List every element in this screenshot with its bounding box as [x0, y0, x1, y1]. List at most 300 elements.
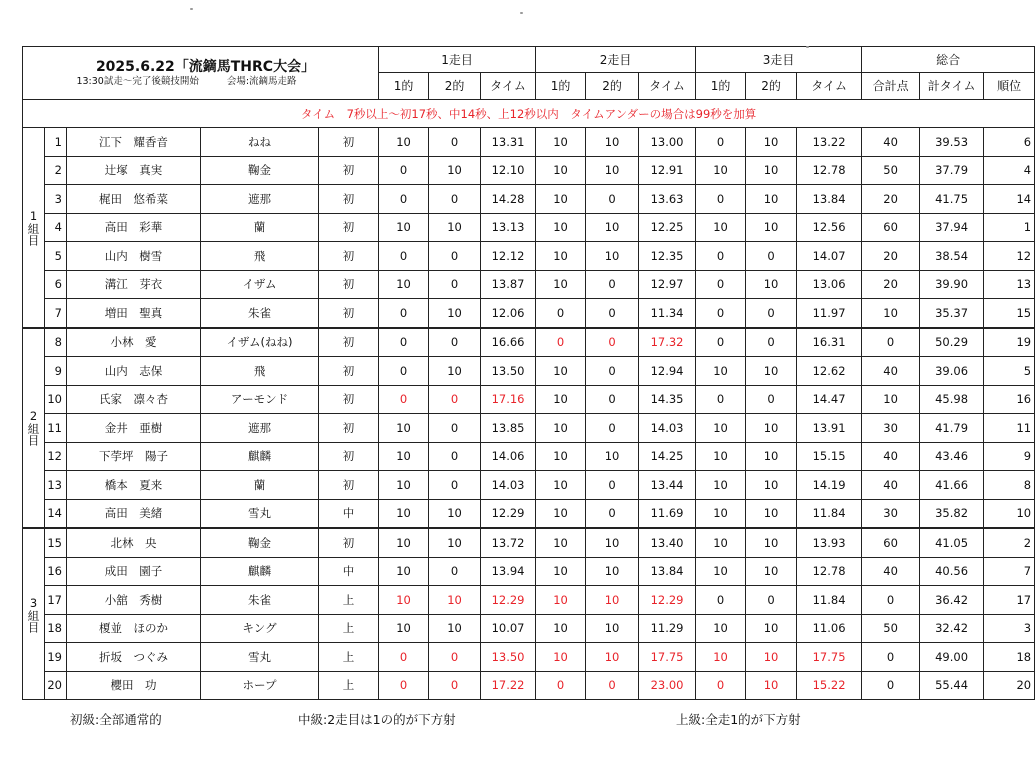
total-points: 40 [862, 471, 920, 500]
table-row [23, 328, 1035, 357]
run3-target1: 10 [696, 643, 746, 672]
scan-speck [806, 46, 809, 48]
legend-advanced: 上級:全走1的が下方射 [676, 712, 801, 727]
total-time: 36.42 [920, 586, 984, 615]
run3-target2: 0 [746, 299, 797, 328]
horse-name: 飛 [201, 242, 319, 271]
run3-header: 3走目 [696, 47, 862, 73]
run3-target2: 10 [746, 357, 797, 386]
run2-target2: 0 [586, 471, 639, 500]
entry-number: 15 [45, 528, 67, 557]
run3-target1: 10 [696, 471, 746, 500]
run2-time: 13.40 [639, 528, 696, 557]
horse-name: 遮那 [201, 414, 319, 443]
run2-target1: 10 [536, 586, 586, 615]
rider-name: 橋本 夏来 [67, 471, 201, 500]
run2-target1: 10 [536, 557, 586, 586]
entry-number: 17 [45, 586, 67, 615]
run3-time-header: タイム [797, 73, 862, 100]
total-points: 0 [862, 328, 920, 357]
total-points: 10 [862, 385, 920, 414]
scan-speck [190, 8, 193, 10]
total-time: 32.42 [920, 614, 984, 643]
total-points: 20 [862, 242, 920, 271]
rank-cell: 7 [984, 557, 1035, 586]
run1-time: 12.10 [481, 156, 536, 185]
horse-name: 鞠金 [201, 156, 319, 185]
total-time: 39.53 [920, 128, 984, 157]
entry-number: 3 [45, 185, 67, 214]
run1-time: 13.31 [481, 128, 536, 157]
run1-target1: 10 [379, 528, 429, 557]
total-time: 39.06 [920, 357, 984, 386]
entry-number: 10 [45, 385, 67, 414]
table-row [23, 442, 1035, 471]
page-title: 2025.6.22「流鏑馬THRC大会」 [95, 59, 316, 75]
time-rule-note: タイム 7秒以上～初17秒、中14秒、上12秒以内 タイムアンダーの場合は99秒を加算 [23, 100, 1035, 128]
rank-cell: 16 [984, 385, 1035, 414]
horse-name: 飛 [201, 357, 319, 386]
total-points: 30 [862, 499, 920, 528]
run1-target1: 10 [379, 270, 429, 299]
rank-cell: 14 [984, 185, 1035, 214]
run2-header: 2走目 [536, 47, 696, 73]
run2-target1-header: 1的 [536, 73, 586, 100]
rank-cell: 8 [984, 471, 1035, 500]
total-time: 45.98 [920, 385, 984, 414]
table-row [23, 270, 1035, 299]
run2-target1: 10 [536, 528, 586, 557]
run1-target1: 0 [379, 242, 429, 271]
table-row [23, 586, 1035, 615]
entry-number: 12 [45, 442, 67, 471]
total-time: 35.37 [920, 299, 984, 328]
horse-name: 雪丸 [201, 643, 319, 672]
run3-target1: 10 [696, 614, 746, 643]
run2-target2: 10 [586, 586, 639, 615]
rider-name: 高田 彩華 [67, 213, 201, 242]
table-row [23, 156, 1035, 185]
run2-target2: 10 [586, 614, 639, 643]
rider-name: 山内 志保 [67, 357, 201, 386]
run1-time: 17.22 [481, 671, 536, 700]
rider-name: 江下 耀香音 [67, 128, 201, 157]
total-points: 40 [862, 128, 920, 157]
run3-time: 15.22 [797, 671, 862, 700]
total-time: 40.56 [920, 557, 984, 586]
run1-target2: 0 [429, 128, 481, 157]
level-cell: 初 [319, 357, 379, 386]
run3-time: 12.78 [797, 557, 862, 586]
total-time: 41.05 [920, 528, 984, 557]
run1-time: 13.50 [481, 643, 536, 672]
run2-time: 13.44 [639, 471, 696, 500]
table-row [23, 385, 1035, 414]
total-time: 41.75 [920, 185, 984, 214]
level-cell: 上 [319, 586, 379, 615]
run3-target2: 10 [746, 499, 797, 528]
run3-target1-header: 1的 [696, 73, 746, 100]
rider-name: 北林 央 [67, 528, 201, 557]
rank-cell: 4 [984, 156, 1035, 185]
run2-target1: 10 [536, 442, 586, 471]
run2-target1: 10 [536, 128, 586, 157]
rank-cell: 20 [984, 671, 1035, 700]
run1-target1: 10 [379, 414, 429, 443]
run2-target2: 10 [586, 528, 639, 557]
entry-number: 2 [45, 156, 67, 185]
run3-target1: 10 [696, 357, 746, 386]
run1-target2: 0 [429, 643, 481, 672]
level-cell: 初 [319, 156, 379, 185]
points-header: 合計点 [862, 73, 920, 100]
rank-cell: 17 [984, 586, 1035, 615]
rider-name: 榎並 ほのか [67, 614, 201, 643]
run2-target2: 0 [586, 299, 639, 328]
run2-target1: 10 [536, 156, 586, 185]
run3-target1: 0 [696, 671, 746, 700]
run2-target2: 10 [586, 213, 639, 242]
run2-target2: 0 [586, 414, 639, 443]
run3-time: 12.62 [797, 357, 862, 386]
total-time: 55.44 [920, 671, 984, 700]
level-cell: 中 [319, 557, 379, 586]
run2-time: 13.63 [639, 185, 696, 214]
run3-time: 15.15 [797, 442, 862, 471]
run1-target2: 10 [429, 499, 481, 528]
run1-target1: 0 [379, 156, 429, 185]
run3-target2: 10 [746, 128, 797, 157]
total-points: 50 [862, 156, 920, 185]
total-time: 41.79 [920, 414, 984, 443]
run2-target2-header: 2的 [586, 73, 639, 100]
rank-cell: 13 [984, 270, 1035, 299]
run2-target1: 0 [536, 671, 586, 700]
horse-name: 蘭 [201, 213, 319, 242]
run2-time: 14.03 [639, 414, 696, 443]
run1-target1: 0 [379, 643, 429, 672]
level-legend [0, 706, 1024, 730]
rank-cell: 11 [984, 414, 1035, 443]
run1-time: 13.85 [481, 414, 536, 443]
group-label: 2組目 [23, 328, 45, 529]
total-time: 37.94 [920, 213, 984, 242]
run1-target2: 10 [429, 299, 481, 328]
run2-target2: 10 [586, 643, 639, 672]
legend-intermediate: 中級:2走目は1の的が下方射 [298, 712, 456, 727]
run1-target1: 10 [379, 614, 429, 643]
run2-time: 12.97 [639, 270, 696, 299]
run3-target2: 10 [746, 414, 797, 443]
horse-name: 朱雀 [201, 299, 319, 328]
total-points: 0 [862, 586, 920, 615]
run1-target1: 10 [379, 586, 429, 615]
rider-name: 成田 園子 [67, 557, 201, 586]
run3-target1: 0 [696, 328, 746, 357]
run3-time: 12.56 [797, 213, 862, 242]
rider-name: 増田 聖真 [67, 299, 201, 328]
run1-time-header: タイム [481, 73, 536, 100]
run3-target2: 10 [746, 643, 797, 672]
horse-name: 蘭 [201, 471, 319, 500]
run1-target2: 0 [429, 242, 481, 271]
run1-target2: 0 [429, 471, 481, 500]
run2-target1: 10 [536, 385, 586, 414]
run1-target1: 10 [379, 213, 429, 242]
run1-time: 12.29 [481, 499, 536, 528]
run1-target1: 0 [379, 357, 429, 386]
run3-target2: 0 [746, 586, 797, 615]
run2-time: 13.84 [639, 557, 696, 586]
run3-target1: 0 [696, 128, 746, 157]
run1-target2: 10 [429, 586, 481, 615]
run1-time: 14.03 [481, 471, 536, 500]
entry-number: 19 [45, 643, 67, 672]
total-points: 0 [862, 671, 920, 700]
rider-name: 金井 亜樹 [67, 414, 201, 443]
run1-target1: 10 [379, 557, 429, 586]
rank-cell: 10 [984, 499, 1035, 528]
run1-target2: 0 [429, 671, 481, 700]
level-cell: 初 [319, 242, 379, 271]
horse-name: イザム [201, 270, 319, 299]
total-time: 49.00 [920, 643, 984, 672]
run1-target1: 0 [379, 328, 429, 357]
venue-label: 会場:流鏑馬走路 [226, 76, 297, 87]
rider-name: 梶田 悠希菜 [67, 185, 201, 214]
table-row [23, 643, 1035, 672]
run2-target2: 0 [586, 671, 639, 700]
run2-target1: 10 [536, 270, 586, 299]
run2-target2: 0 [586, 499, 639, 528]
run1-target2: 0 [429, 442, 481, 471]
run1-target1: 0 [379, 185, 429, 214]
table-row [23, 499, 1035, 528]
run3-target1: 10 [696, 156, 746, 185]
run3-target2: 10 [746, 270, 797, 299]
total-points: 20 [862, 185, 920, 214]
run3-target1: 10 [696, 499, 746, 528]
run3-target1: 10 [696, 213, 746, 242]
rank-header: 順位 [984, 73, 1035, 100]
rank-cell: 6 [984, 128, 1035, 157]
run2-target1: 10 [536, 242, 586, 271]
entry-number: 9 [45, 357, 67, 386]
level-cell: 上 [319, 643, 379, 672]
run1-time: 12.12 [481, 242, 536, 271]
level-cell: 初 [319, 185, 379, 214]
table-row [23, 242, 1035, 271]
horse-name: ホープ [201, 671, 319, 700]
rider-name: 小林 愛 [67, 328, 201, 357]
run1-target1: 10 [379, 128, 429, 157]
run2-target1: 10 [536, 499, 586, 528]
run3-target2: 10 [746, 185, 797, 214]
run2-time: 23.00 [639, 671, 696, 700]
entry-number: 5 [45, 242, 67, 271]
run1-target1: 0 [379, 671, 429, 700]
total-time-header: 計タイム [920, 73, 984, 100]
run1-time: 12.29 [481, 586, 536, 615]
horse-name: 朱雀 [201, 586, 319, 615]
run2-time-header: タイム [639, 73, 696, 100]
run3-time: 13.91 [797, 414, 862, 443]
run2-target2: 0 [586, 357, 639, 386]
rider-name: 高田 美緒 [67, 499, 201, 528]
run3-time: 11.84 [797, 586, 862, 615]
results-table [22, 46, 1035, 700]
total-time: 50.29 [920, 328, 984, 357]
total-points: 60 [862, 213, 920, 242]
run2-time: 12.25 [639, 213, 696, 242]
run2-target1: 10 [536, 471, 586, 500]
group-label: 3組目 [23, 528, 45, 700]
run1-time: 13.13 [481, 213, 536, 242]
scan-speck [520, 12, 523, 14]
group-label: 1組目 [23, 128, 45, 328]
run2-time: 12.29 [639, 586, 696, 615]
horse-name: 雪丸 [201, 499, 319, 528]
total-points: 40 [862, 557, 920, 586]
run3-target2: 10 [746, 442, 797, 471]
rank-cell: 9 [984, 442, 1035, 471]
start-time-note: 13:30試走～完了後競技開始 [76, 76, 199, 87]
table-row [23, 557, 1035, 586]
run1-target2: 0 [429, 185, 481, 214]
run3-target1: 10 [696, 442, 746, 471]
run3-target1: 0 [696, 242, 746, 271]
entry-number: 6 [45, 270, 67, 299]
rider-name: 折坂 つぐみ [67, 643, 201, 672]
horse-name: キング [201, 614, 319, 643]
table-row [23, 213, 1035, 242]
total-points: 40 [862, 357, 920, 386]
run3-target2: 10 [746, 528, 797, 557]
horse-name: 麒麟 [201, 557, 319, 586]
level-cell: 初 [319, 528, 379, 557]
run3-target1: 0 [696, 299, 746, 328]
total-time: 39.90 [920, 270, 984, 299]
run1-time: 17.16 [481, 385, 536, 414]
run3-time: 16.31 [797, 328, 862, 357]
run2-time: 17.32 [639, 328, 696, 357]
run3-target1: 0 [696, 270, 746, 299]
rank-cell: 3 [984, 614, 1035, 643]
run2-target2: 10 [586, 242, 639, 271]
level-cell: 初 [319, 442, 379, 471]
level-cell: 中 [319, 499, 379, 528]
total-time: 43.46 [920, 442, 984, 471]
run3-target2: 0 [746, 242, 797, 271]
run3-time: 13.93 [797, 528, 862, 557]
run1-target1: 10 [379, 499, 429, 528]
run2-target2: 0 [586, 328, 639, 357]
run3-target2-header: 2的 [746, 73, 797, 100]
run3-time: 13.84 [797, 185, 862, 214]
total-points: 50 [862, 614, 920, 643]
horse-name: 遮那 [201, 185, 319, 214]
table-row [23, 671, 1035, 700]
run3-target2: 10 [746, 557, 797, 586]
horse-name: イザム(ねね) [201, 328, 319, 357]
entry-number: 18 [45, 614, 67, 643]
total-time: 41.66 [920, 471, 984, 500]
run1-target2: 0 [429, 270, 481, 299]
level-cell: 上 [319, 614, 379, 643]
run2-target1: 10 [536, 185, 586, 214]
level-cell: 初 [319, 299, 379, 328]
run3-target2: 10 [746, 213, 797, 242]
run1-target2: 0 [429, 385, 481, 414]
rank-cell: 18 [984, 643, 1035, 672]
entry-number: 11 [45, 414, 67, 443]
rider-name: 小舘 秀樹 [67, 586, 201, 615]
rank-cell: 1 [984, 213, 1035, 242]
run3-time: 13.22 [797, 128, 862, 157]
entry-number: 8 [45, 328, 67, 357]
rank-cell: 2 [984, 528, 1035, 557]
run3-time: 14.07 [797, 242, 862, 271]
run3-target1: 0 [696, 586, 746, 615]
run3-target2: 0 [746, 385, 797, 414]
rider-name: 山内 樹雪 [67, 242, 201, 271]
run1-target2: 10 [429, 357, 481, 386]
run1-header: 1走目 [379, 47, 536, 73]
entry-number: 1 [45, 128, 67, 157]
entry-number: 16 [45, 557, 67, 586]
run1-target2: 10 [429, 156, 481, 185]
level-cell: 初 [319, 128, 379, 157]
level-cell: 初 [319, 414, 379, 443]
table-row [23, 614, 1035, 643]
run1-target2: 10 [429, 213, 481, 242]
entry-number: 13 [45, 471, 67, 500]
run1-time: 10.07 [481, 614, 536, 643]
total-time: 38.54 [920, 242, 984, 271]
run2-time: 14.25 [639, 442, 696, 471]
run1-time: 14.28 [481, 185, 536, 214]
run3-target1: 0 [696, 185, 746, 214]
level-cell: 初 [319, 213, 379, 242]
run2-time: 11.69 [639, 499, 696, 528]
run3-time: 11.97 [797, 299, 862, 328]
run3-time: 14.19 [797, 471, 862, 500]
rider-name: 櫻田 功 [67, 671, 201, 700]
run2-time: 14.35 [639, 385, 696, 414]
title-cell [23, 47, 379, 100]
run3-target2: 10 [746, 671, 797, 700]
total-points: 30 [862, 414, 920, 443]
total-points: 10 [862, 299, 920, 328]
rank-cell: 15 [984, 299, 1035, 328]
run3-time: 11.06 [797, 614, 862, 643]
run1-target2: 0 [429, 414, 481, 443]
horse-name: アーモンド [201, 385, 319, 414]
rank-cell: 12 [984, 242, 1035, 271]
total-header: 総合 [862, 47, 1035, 73]
horse-name: ねね [201, 128, 319, 157]
total-points: 0 [862, 643, 920, 672]
total-points: 20 [862, 270, 920, 299]
run3-target2: 0 [746, 328, 797, 357]
table-row [23, 471, 1035, 500]
rank-cell: 19 [984, 328, 1035, 357]
table-row [23, 528, 1035, 557]
table-row [23, 357, 1035, 386]
level-cell: 初 [319, 471, 379, 500]
rider-name: 溝江 芽衣 [67, 270, 201, 299]
run3-time: 12.78 [797, 156, 862, 185]
